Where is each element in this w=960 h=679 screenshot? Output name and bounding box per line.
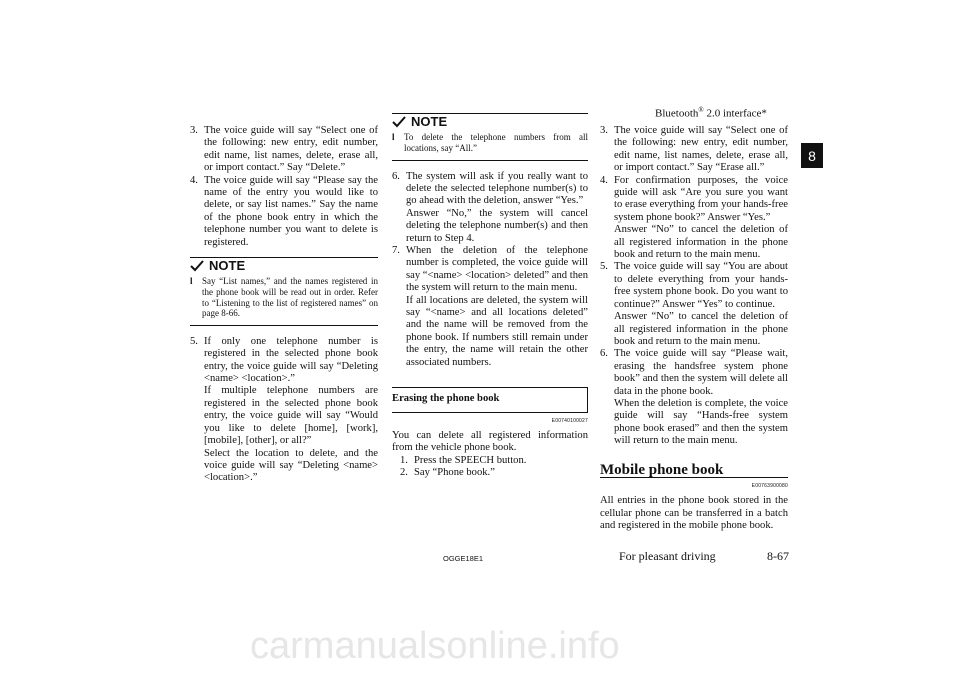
note-box: NOTE l To delete the telephone numbers from all locations, say “All.” [392,113,588,161]
sub-step-2: 2. Say “Phone book.” [400,467,495,479]
column-left [190,125,378,485]
step-6: 6. The voice guide will say “Please wait, erasing the handsfree system phone book” and then the system will delete all data in the phone book. When the deletion is complete, the voice guide will say “Hands-free system phone book erased” and then the system will return to the main menu. [600,348,788,447]
note-icon [392,116,406,128]
note-box: NOTE l Say “List names,” and the names registered in the phone book will be read out in order. Refer to “Listening to the list of registered names” on page 8-66. [190,257,378,326]
bullet-icon: l [190,276,193,287]
bullet-icon: l [392,132,395,143]
column-middle [392,113,588,480]
step-6: 6. The system will ask if you really want to delete the selected telephone number(s) to go ahead with the deletion, answer “Yes.” Answer “No,” the system will cancel deleting the telephone number(s) and then return to Step 4. [392,170,588,244]
footer-section: For pleasant driving [619,549,716,563]
note-icon [190,260,204,272]
chapter-tab: 8 [801,143,823,168]
section-intro: You can delete all registered information from the vehicle phone book. [392,429,588,454]
section-heading: Erasing the phone book [392,387,588,412]
step-5: 5. The voice guide will say “You are about to delete everything from your hands-free system phone book. Do you want to continue?” Answer “Yes” to continue. Answer “No” to cancel the deletion of all registered information in the phone book and return to the main menu. [600,261,788,347]
step-3: 3. The voice guide will say “Select one of the following: new entry, edit number, edit name, list names, delete, erase all, or import contact.” Say “Delete.” [190,125,378,174]
step-7: 7. When the deletion of the telephone number is completed, the voice guide will say “<name> <location> deleted” and then the system will return to the main menu. If all locations are deleted, the system will say “<name> and all locations deleted” and the name will be removed from the phone book. If numbers still remain under the entry, the name will retain the other associated numbers. [392,245,588,368]
column-right [600,125,788,533]
step-4: 4. For confirmation purposes, the voice guide will ask “Are you sure you want to erase everything from your hands-free system phone book?” Answer “Yes.” Answer “No” to cancel the deletion of all registered information in the phone book and return to the main menu. [600,174,788,261]
page-number: 8-67 [767,549,789,563]
sub-step-1: 1. Press the SPEECH button. [400,454,527,466]
step-4: 4. The voice guide will say “Please say the name of the entry you would like to delete, or say list names.” Say the name of the phone book entry in which the telephone number you want to delete is registered. [190,174,378,248]
step-3: 3. The voice guide will say “Select one of the following: new entry, edit number, edit name, list names, delete, erase all, or import contact.” Say “Erase all.” [600,125,788,174]
section-code: E00763900080 [751,482,788,489]
step-5: 5. If only one telephone number is registered in the selected phone book entry, the voice guide will say “Deleting <name> <location>.” If multiple telephone numbers are registered in the selected phone book entry, the voice guide will say “Would you like to delete [home], [work], [mobile], [other], or all?” Select the location to delete, and the voice guide will say “Deleting <name> <location>.” [190,335,378,484]
section-heading: Mobile phone book [600,464,788,478]
footer-code: OGGE18E1 [443,554,484,563]
section-code: E00740100027 [551,417,588,424]
watermark: carmanualsonline.info [250,625,620,667]
running-header: Bluetooth® 2.0 interface* [655,106,767,120]
section-intro: All entries in the phone book stored in the cellular phone can be transferred in a batch and registered in the mobile phone book. [600,495,788,532]
